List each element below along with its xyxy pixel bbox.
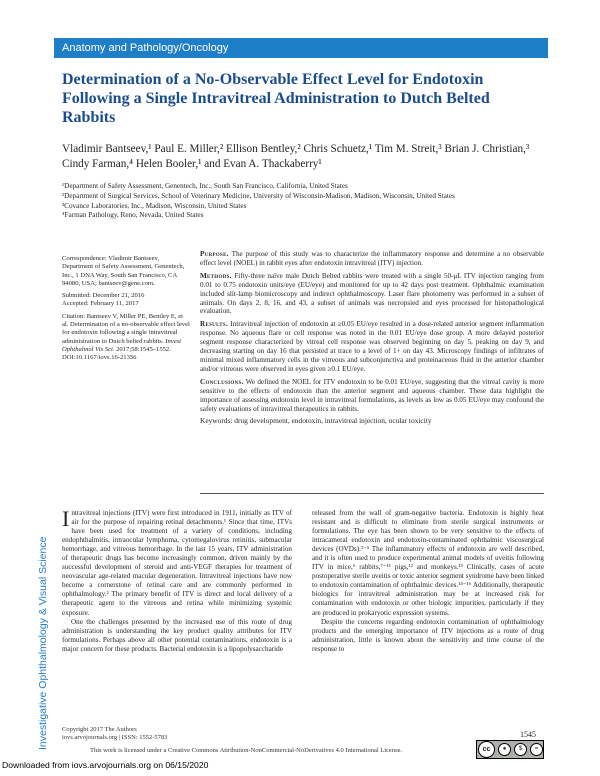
correspondence: Correspondence: Vladimir Bantseev, Department of Safety Assessment, Genentech, Inc., 1 DNA Way, South San Francisco, CA 94080, USA; bantseev@gene.com. [62,255,185,287]
conclusions-text: We defined the NOEL for ITV endotoxin to be 0.01 EU/eye, suggesting that the vitreal cavity is more sensitive to the effects of endotoxin than the anterior segment and aqueous chamber. These data highlight the importance of assessing endotoxin level in intravitreal formulations, as levels as low as 0.05 EU/eye may confound the safety evaluations of intravitreal therapeutics in rabbits. [200,377,545,413]
journal-vertical-text: Investigative Ophthalmology & Visual Science [37,536,49,750]
citation-journal: Invest Ophthalmol Vis Sci. [62,337,182,353]
abstract-results [200,320,544,373]
purpose-label: Purpose. [200,250,229,258]
citation-ref: 2017;58:1545–1552. DOI:10.1167/iovs.16-21356 [62,345,171,362]
body-column-left [62,506,292,654]
citation [62,313,190,363]
affiliation: ⁴Farman Pathology, Reno, Nevada, United States [62,211,204,220]
keywords: Keywords: drug development, endotoxin, intravitreal injection, ocular toxicity [200,416,432,426]
download-stamp: Downloaded from iovs.arvojournals.org on 06/15/2020 [2,760,209,770]
abstract-divider [200,493,544,494]
methods-label: Methods. [200,271,232,280]
affiliations [62,182,532,221]
drop-cap: I [62,506,70,531]
page-number: 1545 [520,730,536,739]
author-list: Vladimir Bantseev,¹ Paul E. Miller,² Ellison Bentley,² Chris Schuetz,¹ Tim M. Streit,³ Brian J. Christian,³ Cindy Farman,⁴ Helen Booler,¹ and Evan A. Thackaberry¹ [62,143,530,170]
purpose-text: The purpose of this study was to characterize the inflammatory response and determine a no observable effect level (NOEL) in rabbit eyes after endotoxin intravitreal (ITV) injection. [200,250,544,267]
body-paragraph: Despite the concerns regarding endotoxin contamination of ophthalmology products and the emerging importance of ITV injections as a route of drug administration, little is known about the sensitivity and time course of the response to [312,617,544,653]
cc-icon: cc [478,741,495,758]
attribution-icon: ● [498,743,511,756]
body-paragraph: One the challenges presented by the increased use of this route of drug administration is understanding the key product quality attributes for ITV formulations. Perhaps above all other potential contaminations, endotoxin is a major concern for these products. Bacterial endotoxin is a lipopolysaccharide [62,617,292,653]
noderivatives-icon: = [530,743,543,756]
submitted-date: Submitted: December 21, 2016 [62,292,145,300]
cc-license-badge[interactable] [476,740,544,759]
body-column-right [312,509,544,654]
journal-vertical-label [33,330,53,750]
abstract [200,250,544,430]
body-paragraph-text: ntravitreal injections (ITV) were first introduced in 1911, initially as ITV of air for the purpose of repairing retinal detachments.¹ Since that time, ITVs have been used for treatment of a variety of conditions, including endophthalmitis, intraocular lymphoma, cytomegalovirus retinitis, submacular hemorrhage, and vitreous hemorrhage. In the last 15 years, ITV administration of therapeutic drugs has become increasingly common, driven mainly by the successful development of steroid and anti-VEGF therapies for treatment of neovascular age-related macular degeneration. Intravitreal injections have now become a cornerstone of retinal care and are commonly performed in ophthalmology.² The primary benefit of ITV is direct and local delivery of a therapeutic agent to the vitreous and retina while minimizing systemic exposure. [62,509,292,617]
body-paragraph [62,506,292,618]
article-side-info [62,255,190,367]
footer-copyright [62,726,262,742]
affiliation: ²Department of Surgical Services, School of Veterinary Medicine, University of Wisconsin-Madison, Madison, Wisconsin, United States [62,191,455,200]
conclusions-label: Conclusions. [200,377,244,386]
results-label: Results. [200,320,229,329]
methods-text: Fifty-three naïve male Dutch Belted rabbits were treated with a single 50-μL ITV injection ranging from 0.01 to 0.75 endotoxin units/eye (EU/eye) and monitored for up to 42 days post treatment. Ophthalmic examination included slit-lamp biomicroscopy and indirect ophthalmoscopy. Laser flare photometry was performed in a subset of animals. On days 2, 8, 16, and 43, a subset of animals was necropsied and eyes processed for histopathological evaluation. [200,271,544,316]
abstract-purpose [200,250,544,268]
affiliation: ³Covance Laboratories, Inc., Madison, Wisconsin, United States [62,201,247,210]
abstract-methods [200,272,544,317]
affiliation: ¹Department of Safety Assessment, Genentech, Inc., South San Francisco, California, United States [62,182,348,190]
dates [62,292,190,309]
section-banner: Anatomy and Pathology/Oncology [54,38,548,58]
copyright-text: Copyright 2017 The Authors [62,726,137,733]
citation-text: Citation: Bantseev V, Miller PE, Bentley E, et al. Determination of a no-observable effect level for endotoxin following a single intravitreal administration to Dutch belted rabbits. [62,312,190,345]
results-text: Intravitreal injection of endotoxin at ≥0.05 EU/eye resulted in a dose-related anterior segment inflammation response. No aqueous flare or cell response was noted in the 0.01 EU/eye dose group. A more delayed posterior segment response characterized by vitreal cell response was observed beginning on day 5, peaking on day 9, and decreasing starting on day 16 that persisted at trace to a level of 1+ on day 43. Microscopy findings of infiltrates of minimal mixed inflammatory cells in the vitreous and subconjunctiva and proteinaceous fluid in the anterior chamber and/or vitreous were observed in eyes given ≥0.1 EU/eye. [200,320,544,373]
license-text[interactable]: This work is licensed under a Creative Commons Attribution-NonCommercial-NoDerivatives 4.0 International License. [90,747,403,754]
abstract-conclusions [200,378,544,414]
noncommercial-icon: $ [514,743,527,756]
issn-text: iovs.arvojournals.org | ISSN: 1552-5783 [62,734,168,741]
accepted-date: Accepted: February 11, 2017 [62,300,139,308]
article-title: Determination of a No-Observable Effect Level for Endotoxin Following a Single Intravitreal Administration to Dutch Belted Rabbits [62,71,490,126]
body-paragraph: released from the wall of gram-negative bacteria. Endotoxin is highly heat resistant and is difficult to eliminate from sterile surgical instruments or formulations. The eye has been shown to be very sensitive to the effects of intracameral endotoxin and endotoxin-contaminated ophthalmic viscosurgical devices (OVDs).³⁻⁵ The inflammatory effects of endotoxin are well described, and it is often used to produce experimental animal models of uveitis following ITV in mice,⁶ rabbits,⁷⁻¹¹ pigs,¹² and monkeys.¹³ Clinically, cases of acute postoperative sterile uveitis or toxic anterior segment syndrome have been linked to endotoxin contamination of ophthalmic devices.¹⁴⁻¹⁶ Additionally, therapeutic biologics for intravitreal administration may be at increased risk for contamination with endotoxin or other biologic impurities, particularly if they are produced in prokaryotic expression systems. [312,509,545,617]
